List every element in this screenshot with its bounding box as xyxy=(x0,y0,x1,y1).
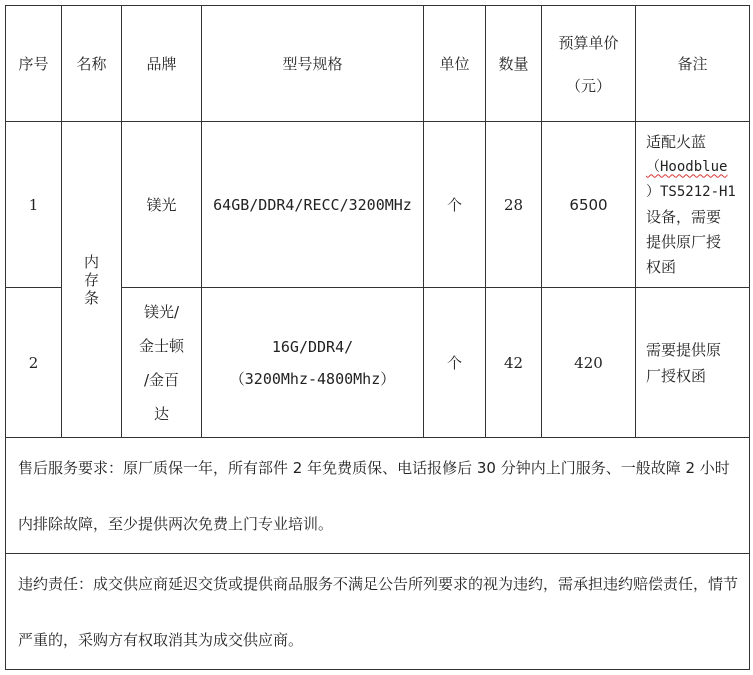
after-sales-row xyxy=(6,438,750,554)
table-row xyxy=(6,122,750,288)
row2-remark: 需要提供原 厂授权函 xyxy=(636,288,750,438)
row1-qty: 28 xyxy=(486,122,542,288)
header-model: 型号规格 xyxy=(202,6,424,122)
header-remark: 备注 xyxy=(636,6,750,122)
row1-unit: 个 xyxy=(424,122,486,288)
header-price-line2: （元） xyxy=(565,76,611,95)
procurement-spec-sheet xyxy=(5,5,749,672)
header-name: 名称 xyxy=(62,6,122,122)
header-price xyxy=(542,6,636,122)
row1-remark: 适配火蓝 （Hoodblue ）TS5212-H1 设备，需要 提供原厂授 权函 xyxy=(636,122,750,288)
breach-row xyxy=(6,554,750,670)
item-name: 内 存 条 xyxy=(83,252,99,307)
row1-model: 64GB/DDR4/RECC/3200MHz xyxy=(202,122,424,288)
row2-qty: 42 xyxy=(486,288,542,438)
row1-price: 6500 xyxy=(542,122,636,288)
row1-seq: 1 xyxy=(6,122,62,288)
header-brand: 品牌 xyxy=(122,6,202,122)
row2-brand: 镁光/ 金士顿 /金百 达 xyxy=(122,288,202,438)
row2-unit: 个 xyxy=(424,288,486,438)
row2-model: 16G/DDR4/ （3200Mhz-4800Mhz） xyxy=(202,288,424,438)
row2-price: 420 xyxy=(542,288,636,438)
breach-of-contract: 违约责任：成交供应商延迟交货或提供商品服务不满足公告所列要求的视为违约，需承担违约赔偿责任，情节严重的，采购方有权取消其为成交供应商。 xyxy=(6,554,750,670)
header-seq: 序号 xyxy=(6,6,62,122)
after-sales-requirements: 售后服务要求：原厂质保一年，所有部件 2 年免费质保、电话报修后 30 分钟内上门服务、一般故障 2 小时内排除故障，至少提供两次免费上门专业培训。 xyxy=(6,438,750,554)
item-name-cell xyxy=(62,122,122,438)
header-price-line1: 预算单价 xyxy=(558,33,619,52)
header-row xyxy=(6,6,750,122)
spec-table xyxy=(5,5,750,670)
header-unit: 单位 xyxy=(424,6,486,122)
row1-brand: 镁光 xyxy=(122,122,202,288)
row2-seq: 2 xyxy=(6,288,62,438)
header-qty: 数量 xyxy=(486,6,542,122)
